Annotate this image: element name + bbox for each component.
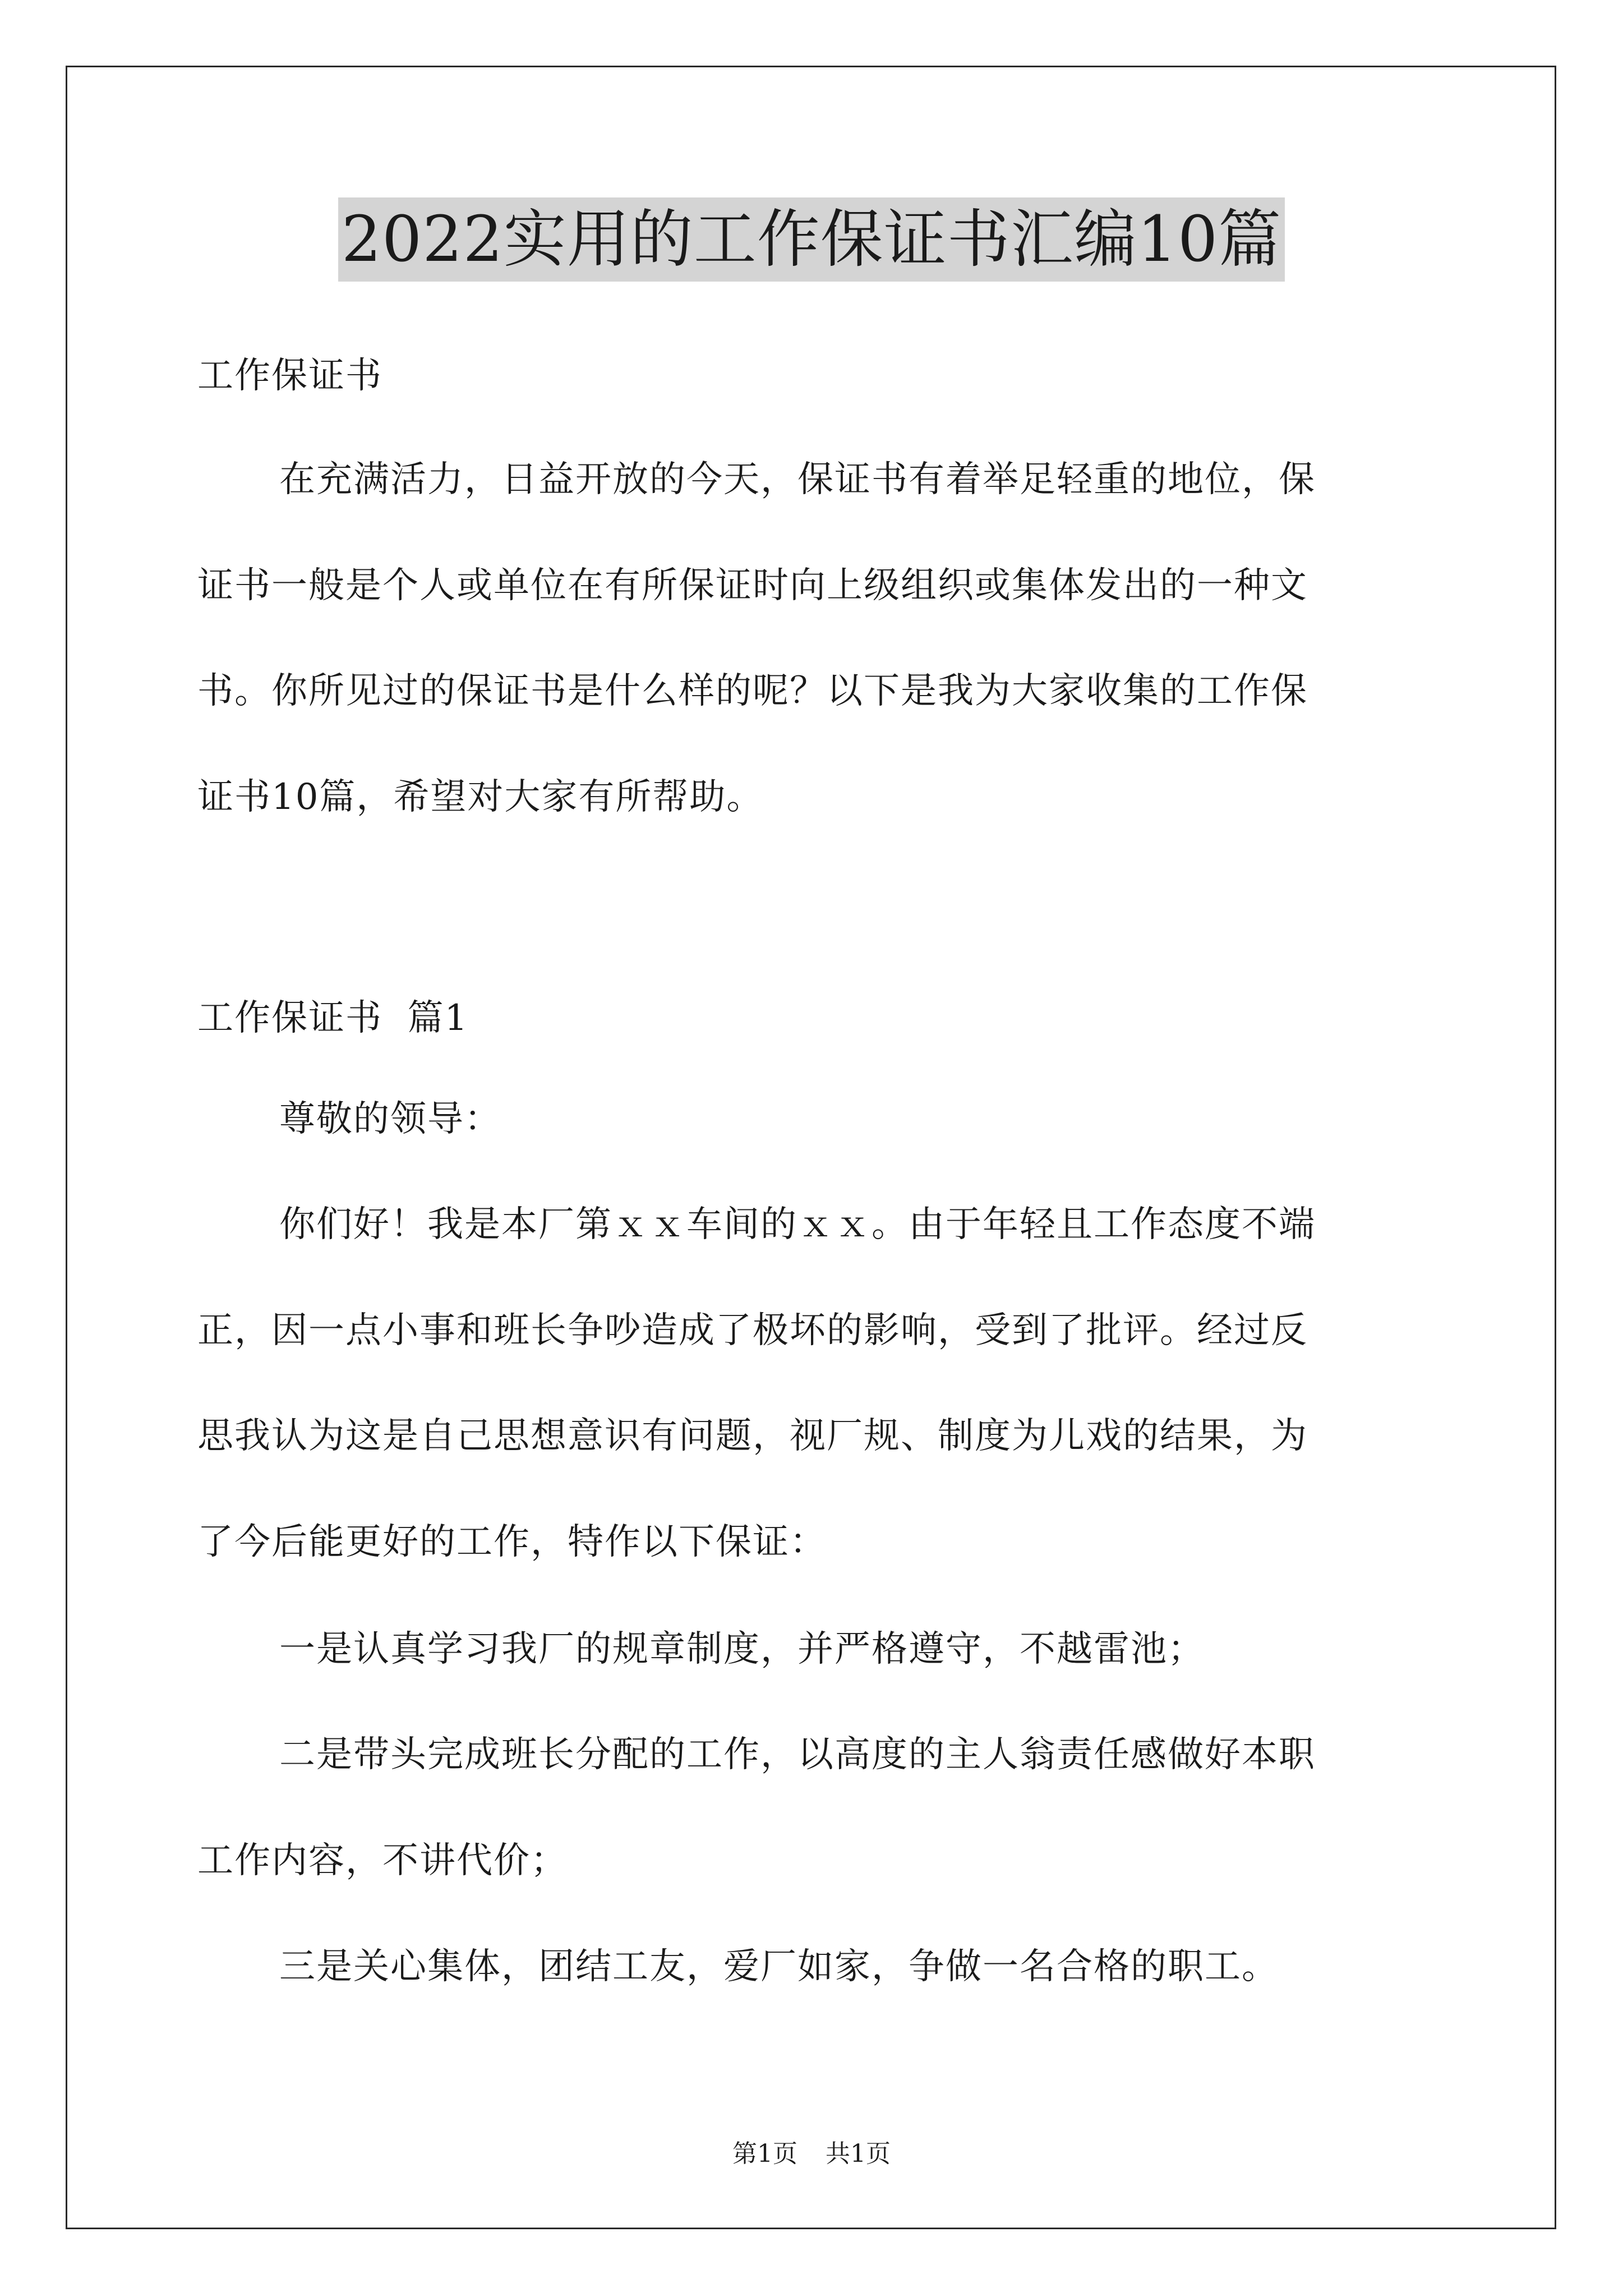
page-footer: [0, 2137, 1623, 2171]
intro-line-1: 在充满活力，日益开放的今天，保证书有着举足轻重的地位，保: [279, 459, 1316, 500]
page-total: 共1页: [826, 2139, 891, 2168]
pledge-1: 一是认真学习我厂的规章制度，并严格遵守，不越雷池；: [279, 1628, 1205, 1670]
pledge-3: 三是关心集体，团结工友，爱厂如家，争做一名合格的职工。: [279, 1946, 1279, 1987]
intro-line-3: 书。你所见过的保证书是什么样的呢？以下是我为大家收集的工作保: [197, 670, 1308, 712]
intro-heading: 工作保证书: [197, 355, 382, 397]
pledge-2-line-1: 二是带头完成班长分配的工作，以高度的主人翁责任感做好本职: [279, 1734, 1316, 1775]
document-title: [0, 197, 1623, 282]
pledge-2-line-2: 工作内容，不讲代价；: [197, 1840, 568, 1881]
salutation: 尊敬的领导：: [279, 1098, 501, 1140]
section-1-heading: 工作保证书 篇1: [197, 997, 469, 1039]
page-number: 第1页: [732, 2139, 797, 2168]
intro-line-4: 证书10篇，希望对大家有所帮助。: [197, 776, 764, 818]
document-title-text: 2022实用的工作保证书汇编10篇: [338, 197, 1285, 282]
body-line-2: 正，因一点小事和班长争吵造成了极坏的影响，受到了批评。经过反: [197, 1310, 1308, 1351]
body-line-4: 了今后能更好的工作，特作以下保证：: [197, 1521, 827, 1563]
body-line-3: 思我认为这是自己思想意识有问题，视厂规、制度为儿戏的结果，为: [197, 1415, 1308, 1457]
intro-line-2: 证书一般是个人或单位在有所保证时向上级组织或集体发出的一种文: [197, 565, 1308, 606]
body-line-1: 你们好！我是本厂第ｘｘ车间的ｘｘ。由于年轻且工作态度不端: [279, 1204, 1316, 1245]
